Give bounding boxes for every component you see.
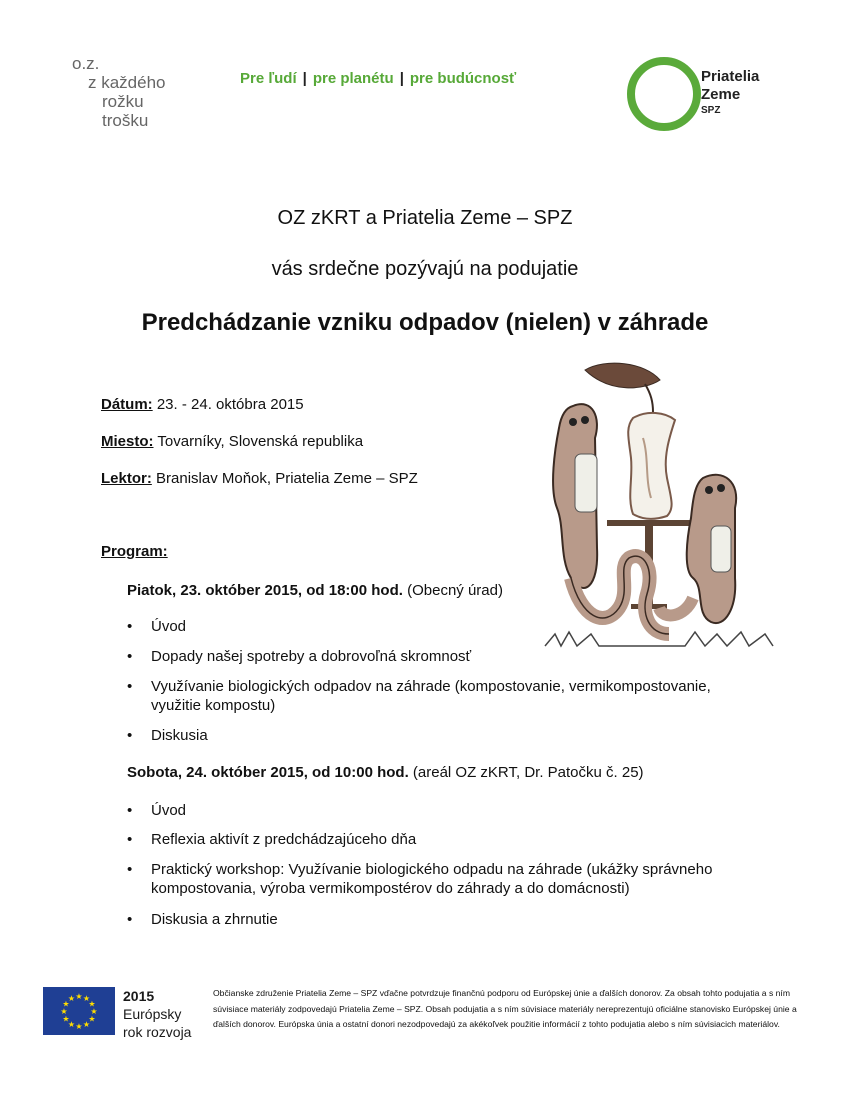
slogan-separator: | [399, 70, 404, 87]
eu-star-icon: ★ [90, 1007, 98, 1016]
invite-line: vás srdečne pozývajú na podujatie [271, 258, 579, 280]
lector-label: Lektor: [101, 470, 152, 487]
eu-star-icon: ★ [88, 999, 96, 1009]
eu-star-icon: ★ [60, 1007, 68, 1016]
pz-logo-line: Zeme [701, 86, 741, 103]
slogan-part: pre budúcnosť [409, 70, 517, 87]
bullet-icon: • [127, 861, 133, 878]
lector-line [101, 470, 418, 487]
eu-star-icon: ★ [75, 1022, 83, 1031]
event-title: Predchádzanie vzniku odpadov (nielen) v záhrade [141, 309, 709, 336]
place-label: Miesto: [101, 433, 154, 450]
day1-heading [127, 582, 503, 599]
worms-apple-illustration [535, 358, 775, 650]
list-item-text: Diskusia a zhrnutie [151, 911, 278, 928]
bullet-icon: • [127, 911, 133, 928]
apple-core-icon [628, 413, 675, 519]
priatelia-zeme-logo-text [701, 68, 759, 118]
bullet-icon: • [127, 678, 133, 695]
pz-logo-line: SPZ [701, 105, 721, 116]
oz-logo-line: z každého [88, 73, 166, 92]
pz-logo-line: Priatelia [701, 68, 760, 85]
eu-star-icon: ★ [82, 1020, 91, 1029]
slogan [240, 70, 516, 87]
day2-time: Sobota, 24. október 2015, od 10:00 hod. [127, 764, 409, 781]
oz-zkrt-logo [70, 54, 166, 130]
day2-heading [127, 764, 644, 781]
bullet-icon: • [127, 648, 133, 665]
list-item-text: Reflexia aktivít z predchádzajúceho dňa [151, 831, 417, 848]
program-label: Program: [101, 543, 168, 560]
eu-star-icon: ★ [67, 1020, 76, 1029]
date-value: 23. - 24. októbra 2015 [152, 396, 304, 413]
list-item-text: Dopady našej spotreby a dobrovoľná skromnosť [151, 648, 472, 665]
eu-year-of-development [123, 987, 191, 1041]
eu-line: rok rozvoja [123, 1024, 192, 1040]
oz-logo-line: rožku [102, 92, 144, 111]
eu-star-icon: ★ [67, 994, 76, 1003]
date-line [101, 396, 304, 413]
leaf-icon [585, 363, 660, 412]
eu-year: 2015 [123, 988, 155, 1004]
list-item-text: Využívanie biologických odpadov na záhrade (kompostovanie, vermikompostovanie, využitie kompostu) [151, 678, 711, 714]
eu-stars-icon [43, 987, 115, 1035]
slogan-separator: | [302, 70, 307, 87]
lector-value: Branislav Moňok, Priatelia Zeme – SPZ [151, 470, 418, 487]
eu-star-icon: ★ [75, 992, 83, 1001]
place-line [101, 433, 363, 450]
list-item-text: Praktický workshop: Využívanie biologického odpadu na záhrade (ukážky správneho kompostovania, výroba vermikompostérov do záhrady a do domácnosti) [151, 861, 713, 897]
list-item-text: Úvod [151, 802, 187, 819]
bullet-icon: • [127, 802, 133, 819]
eu-star-icon: ★ [82, 994, 91, 1003]
eu-flag-icon [43, 987, 115, 1035]
place-value: Tovarníky, Slovenská republika [153, 433, 364, 450]
day2-location: (areál OZ zKRT, Dr. Patočku č. 25) [408, 764, 644, 781]
eu-star-icon: ★ [88, 1014, 96, 1024]
priatelia-zeme-logo-ring-icon [627, 57, 701, 131]
date-label: Dátum: [101, 396, 153, 413]
list-item-text: Diskusia [151, 727, 208, 744]
day1-location: (Obecný úrad) [402, 582, 503, 599]
slogan-part: Pre ľudí [240, 70, 297, 87]
eu-star-icon: ★ [62, 999, 70, 1009]
bullet-icon: • [127, 831, 133, 848]
list-item-text: Úvod [151, 618, 187, 635]
bullet-icon: • [127, 727, 133, 744]
eu-star-icon: ★ [62, 1014, 70, 1024]
oz-logo-line: trošku [102, 111, 149, 130]
slogan-part: pre planétu [312, 70, 394, 87]
day1-time: Piatok, 23. október 2015, od 18:00 hod. [127, 582, 403, 599]
organizers-line: OZ zKRT a Priatelia Zeme – SPZ [277, 207, 573, 229]
eu-line: Európsky [123, 1006, 182, 1022]
oz-logo-line: o.z. [72, 54, 100, 73]
bullet-icon: • [127, 618, 133, 635]
funding-disclaimer: Občianske združenie Priatelia Zeme – SPZ vďačne potvrdzuje finančnú podporu od Európskej únie a ďalších donorov. Za obsah tohto podujatia a s ním súvisiace materiály zodpovedajú Priatelia Zeme – SPZ. Obsah podujatia a s ním súvisiace materiály nereprezentujú oficiálne stanovisko Európskej únie a ďalších donorov. Európska únia a ostatní donori nezodpovedajú za akékoľvek použitie informácií z tohto podujatia alebo s ním súvisiacich materiálov. [213, 988, 797, 1029]
